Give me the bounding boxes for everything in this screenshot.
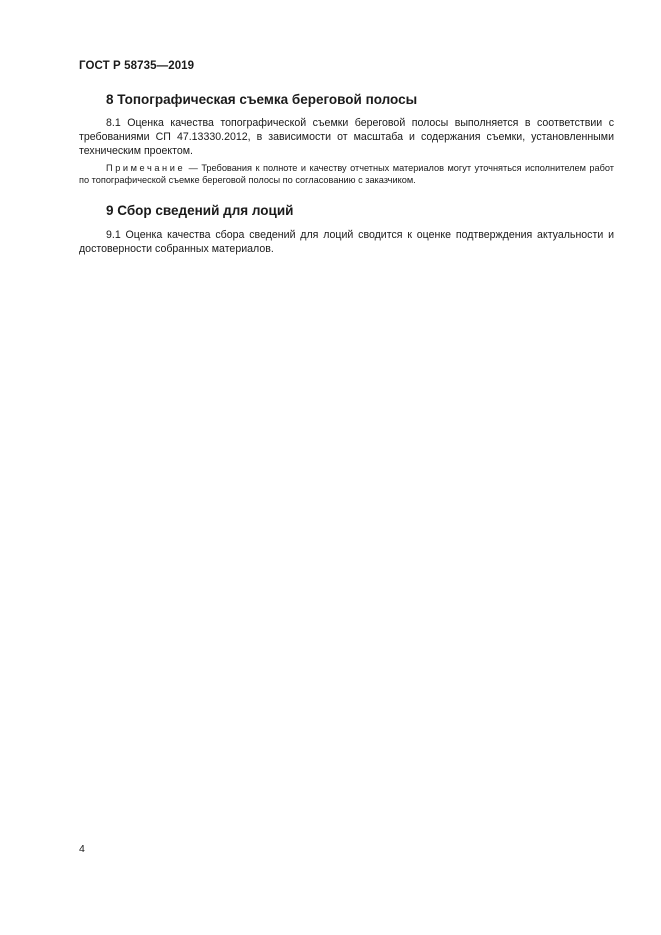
page-number: 4 [79, 843, 85, 855]
section-8-note [79, 162, 614, 186]
paragraph-8-1: 8.1 Оценка качества топографической съемки береговой полосы выполняется в соответствии с требованиями СП 47.13330.2012, в зависимости от масштаба и содержания съемки, установленными техническим проектом. [79, 117, 614, 157]
note-text: — Требования к полноте и качеству отчетных материалов могут уточняться исполнителем работ по топографической съемке береговой полосы по согласованию с заказчиком. [79, 163, 614, 185]
document-code: ГОСТ Р 58735—2019 [79, 60, 195, 72]
paragraph-9-1: 9.1 Оценка качества сбора сведений для лоций сводится к оценке подтверждения актуальности и достоверности собранных материалов. [79, 229, 614, 255]
note-label: Примечание [106, 163, 186, 173]
section-9-title: 9 Сбор сведений для лоций [106, 203, 294, 218]
section-8-title: 8 Топографическая съемка береговой полосы [106, 92, 418, 107]
